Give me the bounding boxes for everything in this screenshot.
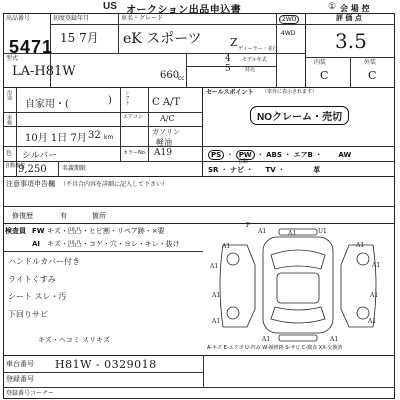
fuel-value-2: 軽油	[156, 138, 172, 147]
ac-label: エアコン	[123, 114, 143, 120]
damage-mark: A1	[212, 318, 221, 325]
shift-label: シフト	[124, 90, 130, 105]
model-value: LA-H81W	[12, 64, 76, 79]
usage-label: 用途	[6, 90, 12, 100]
tax-value: 9,250	[18, 164, 47, 175]
venue-label: 会 場 控	[340, 4, 370, 13]
equip-pw: PW	[236, 150, 255, 160]
equip-airbag: エアB	[293, 151, 313, 159]
repair-value: 有	[60, 212, 67, 220]
sales-point-sub: （車外に表示されます）	[262, 89, 318, 95]
inspector-note-1: ハンドルカバー付き	[8, 257, 80, 266]
equip-aw: AW	[338, 151, 352, 159]
equip-ps: PS	[208, 150, 224, 160]
repair-label: 修復歴	[12, 212, 33, 220]
km-value: 32	[88, 130, 101, 141]
ai-label: AI	[32, 240, 41, 248]
drive-2wd: 2WD	[279, 15, 299, 24]
grade-value: Z	[230, 36, 238, 49]
equip-auto-tag: 自動	[238, 159, 249, 165]
damage-mark: A1	[372, 262, 381, 269]
doors-value: 5	[225, 64, 231, 74]
equip-tv: TV	[265, 166, 276, 174]
sales-frame	[202, 87, 395, 177]
equip-leather: 革	[313, 166, 321, 174]
damage-mark: A1	[212, 292, 221, 299]
inspector-label: 検査員	[5, 227, 26, 235]
damage-mark: A1	[368, 318, 377, 325]
pickup-label: 持込	[245, 67, 256, 73]
damage-mark: A1	[210, 263, 219, 270]
color-value: シルバー	[22, 151, 58, 161]
sales-point-label: セールスポイント	[206, 89, 254, 96]
color-label: 色	[6, 150, 13, 157]
color-no-value: A19	[154, 148, 172, 158]
inspection-value: 10月 1日 7月	[25, 133, 87, 144]
chassis-label: 車台番号	[6, 360, 34, 368]
inspection-label: 車検	[6, 115, 12, 125]
inspector-note-5: キズ・ヘコミ スリキズ	[38, 336, 110, 344]
car-body-diagram	[203, 225, 393, 343]
reg-label: 登録番号	[6, 375, 34, 383]
lot-number-label: 出品番号	[6, 15, 31, 22]
car-name-value: eK スポーツ	[123, 31, 202, 47]
damage-mark: A1	[262, 336, 271, 343]
car-name-label: 車名・グレード	[121, 15, 164, 22]
brand-logo: US	[103, 1, 117, 12]
shift-value: C A/T	[152, 97, 181, 108]
lot-number: 5471	[9, 37, 54, 57]
first-reg-value: 15 7月	[60, 31, 99, 45]
form-title: オークション出品申込書	[126, 5, 242, 16]
ai-value: キズ・凹凸・コゲ・穴・ヨレ・キレ・抜け	[47, 240, 180, 248]
exterior-label: 外装	[364, 59, 377, 66]
dealer-label: ディーラー・並行	[238, 46, 278, 52]
km-unit: km	[104, 134, 114, 141]
rating-score: 3.5	[335, 29, 367, 53]
interior-label: 内装	[314, 59, 327, 66]
first-reg-label: 初度登録年月	[53, 15, 90, 22]
usage-value: 自家用・(	[25, 99, 69, 110]
repair-place: 箇所	[92, 212, 106, 220]
equipment-row-2: SR · ナビ · TV · 革	[208, 166, 321, 174]
damage-mark: P	[246, 222, 251, 229]
ac-value: A/C	[160, 114, 175, 123]
inspector-note-3: シート スレ・汚	[8, 292, 67, 301]
reg-corner-label: 登録番号コーナー	[6, 390, 55, 397]
no-claim-stamp: NOクレーム・売切	[250, 106, 349, 125]
exterior-value: C	[368, 69, 377, 82]
equip-sr: SR	[208, 166, 219, 174]
fw-value: キズ・凹凸・ヒビ割・リペア跡・×要	[47, 227, 165, 235]
report-sub: （不具合内容を詳細に記入して下さい）	[60, 181, 169, 188]
damage-mark: A1	[330, 336, 339, 343]
report-label: 注意事項申告欄	[6, 180, 55, 188]
damage-legend: A-キズ E-エクボ U-凹み W-補修跡 S-サビ C-腐食 XX-交換済	[207, 345, 343, 351]
tax-label: 自動車税	[5, 163, 26, 169]
owner-label: 名義期限	[62, 165, 87, 172]
drive-4wd: 4WD	[281, 30, 296, 37]
seats-value: 4	[225, 54, 231, 64]
rating-label: 評 価 点	[336, 14, 362, 22]
inspector-note-4: 下回りサビ	[8, 310, 48, 319]
equipment-row-1: PS · PW · ABS · エアB · AW	[208, 150, 353, 160]
displacement-value: 660	[160, 70, 180, 81]
damage-mark: U1	[318, 228, 327, 235]
damage-mark: A1	[222, 243, 231, 250]
inspector-note-2: ライトくすみ	[8, 275, 56, 284]
damage-mark: A1	[258, 228, 267, 235]
color-no-label: カラーNo.	[123, 150, 147, 156]
damage-mark: A1	[356, 242, 365, 249]
cc-unit: cc	[178, 75, 185, 82]
model-year-label: モデル年式	[242, 57, 267, 63]
usage-close-paren: )	[108, 95, 112, 106]
damage-mark: A1	[288, 230, 297, 237]
venue-circled: ①	[328, 2, 337, 12]
chassis-value: H81W - 0329018	[55, 358, 157, 371]
equip-navi: ナビ	[229, 166, 244, 174]
interior-value: C	[320, 69, 329, 82]
equip-abs: ABS	[266, 151, 282, 159]
fw-label: FW	[32, 227, 45, 235]
model-label: 型式	[6, 55, 19, 62]
damage-mark: A1	[370, 292, 379, 299]
fuel-value: ガソリン	[152, 128, 180, 136]
